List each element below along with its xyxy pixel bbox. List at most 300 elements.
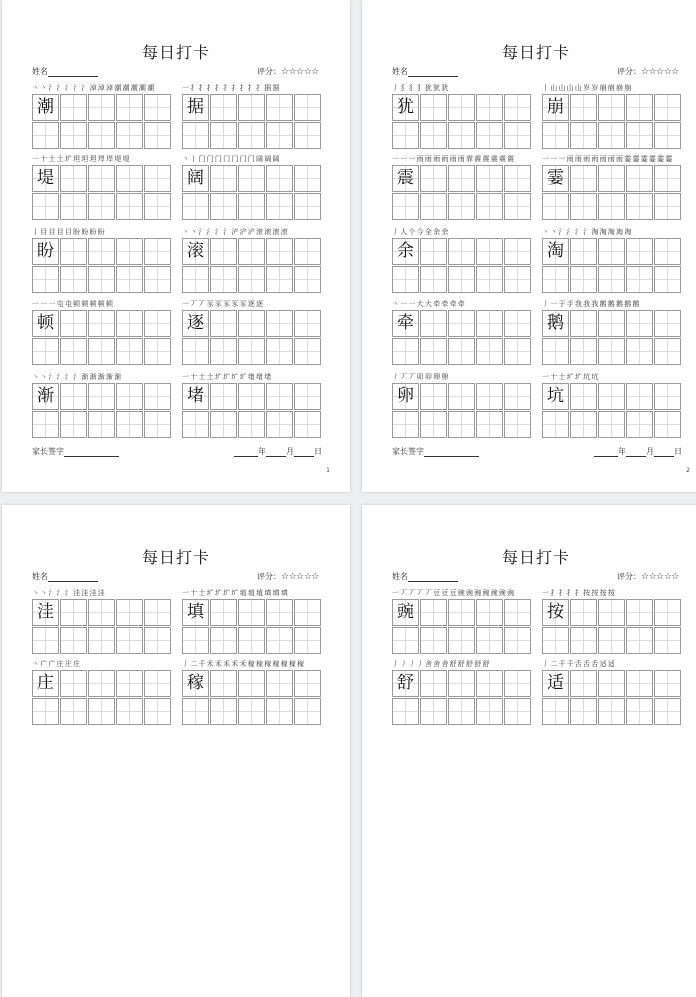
practice-cell[interactable] bbox=[266, 383, 293, 410]
practice-cell[interactable] bbox=[266, 670, 293, 697]
practice-cell[interactable] bbox=[32, 627, 59, 654]
practice-cell[interactable] bbox=[504, 627, 531, 654]
practice-cell[interactable] bbox=[570, 238, 597, 265]
model-character: 坑 bbox=[547, 386, 564, 406]
practice-cell[interactable] bbox=[570, 599, 597, 626]
practice-cell[interactable] bbox=[144, 411, 171, 438]
practice-cell[interactable] bbox=[448, 165, 475, 192]
practice-cell[interactable] bbox=[504, 310, 531, 337]
practice-cell[interactable] bbox=[654, 411, 681, 438]
practice-cell[interactable] bbox=[88, 193, 115, 220]
practice-cell[interactable] bbox=[116, 193, 143, 220]
practice-cell[interactable] bbox=[392, 122, 419, 149]
practice-cell[interactable] bbox=[266, 599, 293, 626]
practice-cell[interactable] bbox=[238, 310, 265, 337]
practice-cell[interactable] bbox=[476, 383, 503, 410]
practice-cell[interactable] bbox=[60, 698, 87, 725]
practice-cell[interactable] bbox=[542, 122, 569, 149]
practice-cell[interactable] bbox=[182, 411, 209, 438]
practice-cell[interactable] bbox=[210, 193, 237, 220]
practice-cell[interactable] bbox=[294, 193, 321, 220]
practice-cell[interactable] bbox=[266, 165, 293, 192]
practice-cell[interactable] bbox=[598, 122, 625, 149]
practice-cell[interactable] bbox=[238, 266, 265, 293]
practice-cell[interactable] bbox=[116, 599, 143, 626]
writing-grid bbox=[32, 165, 171, 220]
practice-cell[interactable] bbox=[88, 122, 115, 149]
practice-cell[interactable] bbox=[88, 338, 115, 365]
score-field bbox=[617, 571, 679, 582]
name-underline bbox=[48, 581, 98, 582]
model-character: 盼 bbox=[37, 241, 54, 261]
practice-cell[interactable] bbox=[504, 670, 531, 697]
practice-cell[interactable] bbox=[294, 266, 321, 293]
practice-cell[interactable] bbox=[210, 411, 237, 438]
practice-cell[interactable] bbox=[238, 238, 265, 265]
practice-cell[interactable] bbox=[182, 193, 209, 220]
practice-cell[interactable] bbox=[542, 411, 569, 438]
parent-signature-field bbox=[32, 446, 119, 457]
practice-cell[interactable] bbox=[238, 94, 265, 121]
practice-cell[interactable] bbox=[598, 599, 625, 626]
practice-cell[interactable] bbox=[420, 122, 447, 149]
practice-cell[interactable] bbox=[60, 193, 87, 220]
practice-cell[interactable] bbox=[60, 599, 87, 626]
practice-cell[interactable] bbox=[570, 670, 597, 697]
practice-cell[interactable] bbox=[266, 266, 293, 293]
practice-cell[interactable] bbox=[626, 383, 653, 410]
practice-cell[interactable] bbox=[266, 698, 293, 725]
practice-cell[interactable] bbox=[448, 266, 475, 293]
practice-cell[interactable] bbox=[294, 698, 321, 725]
practice-cell[interactable] bbox=[294, 383, 321, 410]
practice-cell[interactable] bbox=[60, 310, 87, 337]
score-label: 评分： bbox=[257, 572, 281, 581]
practice-cell[interactable] bbox=[144, 238, 171, 265]
practice-cell[interactable] bbox=[598, 670, 625, 697]
practice-cell[interactable] bbox=[448, 670, 475, 697]
practice-cell[interactable] bbox=[144, 670, 171, 697]
practice-cell[interactable] bbox=[294, 122, 321, 149]
practice-cell[interactable] bbox=[144, 310, 171, 337]
practice-cell[interactable] bbox=[448, 310, 475, 337]
practice-cell[interactable] bbox=[654, 122, 681, 149]
practice-cell[interactable] bbox=[626, 411, 653, 438]
practice-cell[interactable] bbox=[238, 411, 265, 438]
practice-cell[interactable] bbox=[88, 411, 115, 438]
practice-cell[interactable] bbox=[476, 627, 503, 654]
practice-cell[interactable] bbox=[60, 238, 87, 265]
worksheet-page bbox=[2, 505, 350, 997]
name-label: 姓名 bbox=[32, 67, 48, 76]
practice-cell[interactable] bbox=[420, 599, 447, 626]
practice-cell[interactable] bbox=[448, 238, 475, 265]
practice-cell[interactable] bbox=[392, 411, 419, 438]
practice-cell[interactable] bbox=[504, 122, 531, 149]
practice-cell[interactable] bbox=[626, 599, 653, 626]
practice-cell[interactable] bbox=[570, 94, 597, 121]
model-character-cell bbox=[32, 670, 59, 697]
practice-cell[interactable] bbox=[144, 193, 171, 220]
name-label: 姓名 bbox=[392, 572, 408, 581]
practice-cell[interactable] bbox=[476, 411, 503, 438]
practice-cell[interactable] bbox=[654, 338, 681, 365]
practice-cell[interactable] bbox=[182, 122, 209, 149]
practice-cell[interactable] bbox=[448, 122, 475, 149]
character-entry bbox=[182, 589, 321, 655]
practice-cell[interactable] bbox=[238, 599, 265, 626]
practice-cell[interactable] bbox=[266, 627, 293, 654]
practice-cell[interactable] bbox=[294, 627, 321, 654]
practice-cell[interactable] bbox=[598, 165, 625, 192]
practice-cell[interactable] bbox=[266, 193, 293, 220]
practice-cell[interactable] bbox=[116, 411, 143, 438]
practice-cell[interactable] bbox=[238, 670, 265, 697]
practice-cell[interactable] bbox=[144, 698, 171, 725]
practice-cell[interactable] bbox=[210, 266, 237, 293]
practice-cell[interactable] bbox=[144, 266, 171, 293]
practice-cell[interactable] bbox=[598, 338, 625, 365]
practice-cell[interactable] bbox=[420, 266, 447, 293]
practice-cell[interactable] bbox=[626, 193, 653, 220]
practice-cell[interactable] bbox=[60, 122, 87, 149]
practice-cell[interactable] bbox=[448, 193, 475, 220]
practice-cell[interactable] bbox=[504, 383, 531, 410]
practice-cell[interactable] bbox=[210, 122, 237, 149]
practice-cell[interactable] bbox=[626, 310, 653, 337]
practice-cell[interactable] bbox=[626, 122, 653, 149]
practice-cell[interactable] bbox=[570, 122, 597, 149]
practice-cell[interactable] bbox=[116, 94, 143, 121]
practice-cell[interactable] bbox=[598, 411, 625, 438]
practice-cell[interactable] bbox=[420, 698, 447, 725]
practice-cell[interactable] bbox=[144, 383, 171, 410]
writing-grid bbox=[182, 238, 321, 293]
practice-cell[interactable] bbox=[598, 266, 625, 293]
practice-cell[interactable] bbox=[476, 238, 503, 265]
practice-cell[interactable] bbox=[448, 411, 475, 438]
practice-cell[interactable] bbox=[626, 338, 653, 365]
practice-cell[interactable] bbox=[598, 383, 625, 410]
signature-underline bbox=[424, 456, 479, 457]
practice-cell[interactable] bbox=[598, 698, 625, 725]
practice-cell[interactable] bbox=[420, 193, 447, 220]
practice-cell[interactable] bbox=[238, 122, 265, 149]
practice-cell[interactable] bbox=[294, 411, 321, 438]
practice-cell[interactable] bbox=[392, 698, 419, 725]
model-character-cell bbox=[392, 383, 419, 410]
writing-grid bbox=[392, 94, 531, 149]
practice-cell[interactable] bbox=[210, 338, 237, 365]
practice-cell[interactable] bbox=[542, 193, 569, 220]
practice-cell[interactable] bbox=[570, 411, 597, 438]
practice-cell[interactable] bbox=[116, 266, 143, 293]
practice-cell[interactable] bbox=[210, 310, 237, 337]
practice-cell[interactable] bbox=[392, 193, 419, 220]
character-entry bbox=[32, 373, 171, 439]
practice-cell[interactable] bbox=[266, 310, 293, 337]
practice-cell[interactable] bbox=[88, 698, 115, 725]
practice-cell[interactable] bbox=[88, 383, 115, 410]
practice-cell[interactable] bbox=[448, 698, 475, 725]
practice-cell[interactable] bbox=[504, 338, 531, 365]
stroke-order: 丶 丶 氵 氵 氵 氵 淘 淘 淘 淘 淘 bbox=[542, 228, 631, 236]
practice-cell[interactable] bbox=[626, 94, 653, 121]
practice-cell[interactable] bbox=[210, 383, 237, 410]
practice-cell[interactable] bbox=[598, 310, 625, 337]
practice-cell[interactable] bbox=[654, 599, 681, 626]
practice-cell[interactable] bbox=[88, 238, 115, 265]
writing-grid bbox=[182, 165, 321, 220]
practice-cell[interactable] bbox=[294, 165, 321, 192]
practice-cell[interactable] bbox=[60, 670, 87, 697]
practice-cell[interactable] bbox=[238, 165, 265, 192]
practice-cell[interactable] bbox=[626, 670, 653, 697]
practice-cell[interactable] bbox=[32, 122, 59, 149]
practice-cell[interactable] bbox=[238, 627, 265, 654]
practice-cell[interactable] bbox=[420, 627, 447, 654]
practice-cell[interactable] bbox=[266, 94, 293, 121]
practice-cell[interactable] bbox=[60, 94, 87, 121]
practice-cell[interactable] bbox=[476, 338, 503, 365]
model-character: 卵 bbox=[397, 386, 414, 406]
practice-cell[interactable] bbox=[598, 627, 625, 654]
practice-cell[interactable] bbox=[238, 383, 265, 410]
practice-cell[interactable] bbox=[448, 627, 475, 654]
practice-cell[interactable] bbox=[598, 193, 625, 220]
practice-cell[interactable] bbox=[182, 627, 209, 654]
practice-cell[interactable] bbox=[420, 338, 447, 365]
practice-cell[interactable] bbox=[294, 338, 321, 365]
practice-cell[interactable] bbox=[32, 411, 59, 438]
practice-cell[interactable] bbox=[626, 165, 653, 192]
practice-cell[interactable] bbox=[654, 193, 681, 220]
writing-grid bbox=[32, 599, 171, 654]
stroke-order: 一 一 一 雨 雨 雨 雨 雨 雨 雨 霎 霎 霎 霎 霎 霎 bbox=[542, 155, 672, 163]
practice-cell[interactable] bbox=[60, 165, 87, 192]
day-underline bbox=[654, 456, 674, 457]
practice-cell[interactable] bbox=[654, 310, 681, 337]
writing-grid bbox=[182, 94, 321, 149]
practice-cell[interactable] bbox=[116, 670, 143, 697]
worksheet-page bbox=[362, 0, 696, 492]
practice-cell[interactable] bbox=[88, 165, 115, 192]
practice-cell[interactable] bbox=[116, 238, 143, 265]
practice-cell[interactable] bbox=[476, 193, 503, 220]
practice-cell[interactable] bbox=[32, 698, 59, 725]
character-entry bbox=[182, 84, 321, 150]
practice-cell[interactable] bbox=[570, 383, 597, 410]
practice-cell[interactable] bbox=[266, 338, 293, 365]
practice-cell[interactable] bbox=[60, 627, 87, 654]
practice-cell[interactable] bbox=[420, 94, 447, 121]
practice-cell[interactable] bbox=[420, 238, 447, 265]
practice-cell[interactable] bbox=[116, 627, 143, 654]
practice-cell[interactable] bbox=[504, 698, 531, 725]
practice-cell[interactable] bbox=[88, 266, 115, 293]
practice-cell[interactable] bbox=[210, 165, 237, 192]
practice-cell[interactable] bbox=[476, 599, 503, 626]
practice-cell[interactable] bbox=[570, 165, 597, 192]
practice-cell[interactable] bbox=[238, 193, 265, 220]
practice-cell[interactable] bbox=[32, 193, 59, 220]
worksheet-page bbox=[362, 505, 696, 997]
practice-cell[interactable] bbox=[476, 94, 503, 121]
practice-cell[interactable] bbox=[598, 238, 625, 265]
practice-cell[interactable] bbox=[654, 165, 681, 192]
practice-cell[interactable] bbox=[392, 338, 419, 365]
model-character-cell bbox=[392, 94, 419, 121]
practice-cell[interactable] bbox=[116, 698, 143, 725]
practice-cell[interactable] bbox=[266, 122, 293, 149]
practice-cell[interactable] bbox=[144, 94, 171, 121]
practice-cell[interactable] bbox=[654, 383, 681, 410]
practice-cell[interactable] bbox=[32, 266, 59, 293]
name-underline bbox=[48, 76, 98, 77]
practice-cell[interactable] bbox=[210, 238, 237, 265]
practice-cell[interactable] bbox=[88, 94, 115, 121]
practice-cell[interactable] bbox=[476, 266, 503, 293]
practice-cell[interactable] bbox=[598, 94, 625, 121]
practice-cell[interactable] bbox=[476, 165, 503, 192]
practice-cell[interactable] bbox=[88, 670, 115, 697]
practice-cell[interactable] bbox=[420, 383, 447, 410]
practice-cell[interactable] bbox=[266, 411, 293, 438]
practice-cell[interactable] bbox=[476, 670, 503, 697]
practice-cell[interactable] bbox=[448, 383, 475, 410]
practice-cell[interactable] bbox=[504, 193, 531, 220]
practice-cell[interactable] bbox=[654, 698, 681, 725]
practice-cell[interactable] bbox=[626, 698, 653, 725]
stroke-order: 丶 丨 门 门 门 门 门 门 门 阔 阔 阔 bbox=[182, 155, 279, 163]
practice-cell[interactable] bbox=[504, 599, 531, 626]
model-character-cell bbox=[542, 599, 569, 626]
practice-cell[interactable] bbox=[504, 266, 531, 293]
practice-cell[interactable] bbox=[182, 266, 209, 293]
practice-cell[interactable] bbox=[116, 122, 143, 149]
practice-cell[interactable] bbox=[210, 627, 237, 654]
practice-cell[interactable] bbox=[116, 165, 143, 192]
stroke-order: 丿 丿 丿 丿 舍 舍 舍 舒 舒 舒 舒 舒 bbox=[392, 660, 489, 668]
practice-cell[interactable] bbox=[294, 599, 321, 626]
practice-cell[interactable] bbox=[570, 266, 597, 293]
practice-cell[interactable] bbox=[420, 310, 447, 337]
practice-cell[interactable] bbox=[476, 310, 503, 337]
practice-cell[interactable] bbox=[654, 94, 681, 121]
practice-cell[interactable] bbox=[266, 238, 293, 265]
practice-cell[interactable] bbox=[476, 122, 503, 149]
writing-grid bbox=[542, 670, 681, 725]
practice-cell[interactable] bbox=[542, 338, 569, 365]
practice-cell[interactable] bbox=[504, 238, 531, 265]
practice-cell[interactable] bbox=[144, 627, 171, 654]
practice-cell[interactable] bbox=[60, 411, 87, 438]
practice-cell[interactable] bbox=[420, 165, 447, 192]
practice-cell[interactable] bbox=[626, 266, 653, 293]
model-character-cell bbox=[392, 310, 419, 337]
practice-cell[interactable] bbox=[294, 238, 321, 265]
practice-cell[interactable] bbox=[448, 338, 475, 365]
practice-cell[interactable] bbox=[448, 94, 475, 121]
year-underline bbox=[594, 456, 618, 457]
practice-cell[interactable] bbox=[144, 165, 171, 192]
practice-cell[interactable] bbox=[144, 338, 171, 365]
month-label: 月 bbox=[646, 447, 654, 456]
character-entry bbox=[542, 589, 681, 655]
practice-cell[interactable] bbox=[504, 94, 531, 121]
practice-cell[interactable] bbox=[238, 698, 265, 725]
model-character: 堵 bbox=[187, 386, 204, 406]
practice-cell[interactable] bbox=[570, 698, 597, 725]
practice-cell[interactable] bbox=[448, 599, 475, 626]
stroke-order: 一 十 土 土 圹 坦 坦 坦 垾 垾 堤 堤 bbox=[32, 155, 129, 163]
day-label: 日 bbox=[674, 447, 682, 456]
practice-cell[interactable] bbox=[654, 238, 681, 265]
model-character-cell bbox=[542, 94, 569, 121]
practice-cell[interactable] bbox=[654, 266, 681, 293]
stroke-order: 丶 丶 氵 氵 氵 氵 浐 浐 浐 滚 滚 滚 滚 bbox=[182, 228, 288, 236]
practice-cell[interactable] bbox=[626, 627, 653, 654]
practice-cell[interactable] bbox=[476, 698, 503, 725]
practice-cell[interactable] bbox=[88, 627, 115, 654]
practice-cell[interactable] bbox=[210, 670, 237, 697]
practice-cell[interactable] bbox=[238, 338, 265, 365]
practice-cell[interactable] bbox=[210, 698, 237, 725]
practice-cell[interactable] bbox=[32, 338, 59, 365]
practice-cell[interactable] bbox=[504, 411, 531, 438]
practice-cell[interactable] bbox=[654, 627, 681, 654]
practice-cell[interactable] bbox=[392, 266, 419, 293]
practice-cell[interactable] bbox=[60, 266, 87, 293]
practice-cell[interactable] bbox=[420, 670, 447, 697]
practice-cell[interactable] bbox=[144, 122, 171, 149]
practice-cell[interactable] bbox=[420, 411, 447, 438]
star-rating-icon: ☆☆☆☆☆ bbox=[281, 67, 319, 77]
practice-cell[interactable] bbox=[294, 310, 321, 337]
practice-cell[interactable] bbox=[654, 670, 681, 697]
practice-cell[interactable] bbox=[210, 599, 237, 626]
practice-cell[interactable] bbox=[294, 94, 321, 121]
practice-cell[interactable] bbox=[116, 383, 143, 410]
practice-cell[interactable] bbox=[542, 266, 569, 293]
practice-cell[interactable] bbox=[626, 238, 653, 265]
model-character: 豌 bbox=[397, 602, 414, 622]
practice-cell[interactable] bbox=[60, 383, 87, 410]
practice-cell[interactable] bbox=[60, 338, 87, 365]
practice-cell[interactable] bbox=[570, 338, 597, 365]
practice-cell[interactable] bbox=[182, 698, 209, 725]
practice-cell[interactable] bbox=[570, 193, 597, 220]
practice-cell[interactable] bbox=[392, 627, 419, 654]
practice-cell[interactable] bbox=[116, 310, 143, 337]
practice-cell[interactable] bbox=[570, 310, 597, 337]
practice-cell[interactable] bbox=[570, 627, 597, 654]
practice-cell[interactable] bbox=[542, 698, 569, 725]
practice-cell[interactable] bbox=[294, 670, 321, 697]
practice-cell[interactable] bbox=[504, 165, 531, 192]
signature-label: 家长签字 bbox=[392, 447, 424, 456]
practice-cell[interactable] bbox=[116, 338, 143, 365]
practice-cell[interactable] bbox=[88, 599, 115, 626]
signature-underline bbox=[64, 456, 119, 457]
practice-cell[interactable] bbox=[542, 627, 569, 654]
practice-cell[interactable] bbox=[210, 94, 237, 121]
practice-cell[interactable] bbox=[144, 599, 171, 626]
model-character-cell bbox=[392, 165, 419, 192]
character-entry bbox=[392, 84, 531, 150]
practice-cell[interactable] bbox=[88, 310, 115, 337]
practice-cell[interactable] bbox=[182, 338, 209, 365]
